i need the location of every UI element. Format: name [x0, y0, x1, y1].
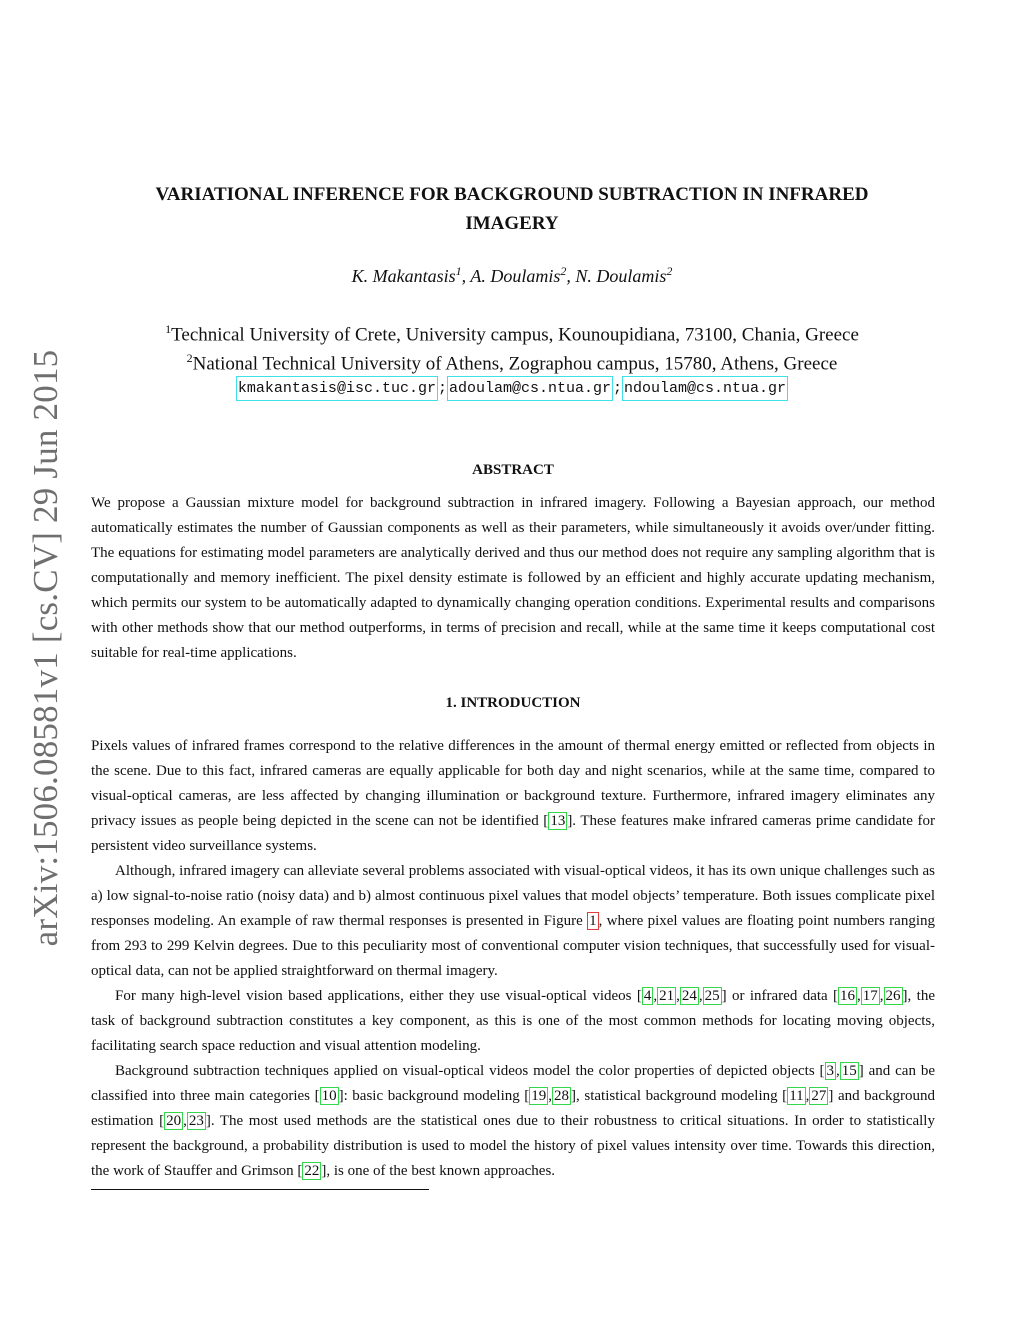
citation-link[interactable]: 10	[321, 1088, 337, 1104]
paper-title: VARIATIONAL INFERENCE FOR BACKGROUND SUBTRACTION IN INFRARED IMAGERY	[155, 184, 869, 234]
author-list: K. Makantasis$^1$, A. Doulamis$^2$, N. Doulamis$^2$	[351, 264, 673, 286]
arxiv-identifier: arXiv:1506.08581v1 [cs.CV] 29 Jun 2015	[26, 349, 65, 947]
author-superscript: 1	[455, 264, 462, 278]
paragraph-text: ]. The most used methods are the statistical ones due to their robustness to critical situations. In order to statistically represent the background, a probability distribution is used to model the history of pixel values intensity over time. Towards this direction, the work of Stauffer and Grimson [	[91, 1113, 935, 1179]
footnote-divider	[91, 1189, 429, 1190]
citation-link[interactable]: 17	[862, 988, 878, 1004]
email-list: kmakantasis@isc.tuc.gr ; adoulam@cs.ntua.gr ; ndoulam@cs.ntua.gr	[120, 380, 904, 397]
citation-link[interactable]: 21	[659, 988, 675, 1004]
citation-link[interactable]: 19	[531, 1088, 547, 1104]
email-link[interactable]: kmakantasis@isc.tuc.gr	[236, 376, 438, 401]
citation-link[interactable]: 13	[550, 813, 566, 829]
paragraph-text: ], the task of background subtraction constitutes a key component, as this is one of the most common methods for locating moving objects, facilitating search space reduction and visual attention modeling.	[91, 988, 935, 1054]
citation-link[interactable]: 24	[681, 988, 697, 1004]
intro-paragraph	[91, 859, 935, 984]
citation-link[interactable]: 4	[643, 988, 652, 1004]
intro-paragraph: For many high-level vision based applications, either they use visual-optical videos [ 4 , 21 , 24 , 25 ] or infrared data [ 16 , 17 , 26 ], the task of background subtraction constitutes a key component, as this is one of the most common methods for locating moving objects, facilitating search space reduction and visual attention modeling.	[91, 988, 935, 1054]
paragraph-text: ] and background estimation [	[91, 1088, 935, 1129]
citation-link[interactable]: 27	[811, 1088, 827, 1104]
paragraph-text: ]. These features make infrared cameras prime candidate for persistent video surveillance systems.	[91, 813, 935, 854]
citation-link[interactable]: 15	[841, 1063, 857, 1079]
figure-link[interactable]: 1	[589, 913, 597, 929]
affiliation-superscript: 2	[186, 351, 193, 365]
paragraph-text: For many high-level vision based applications, either they use visual-optical videos [	[115, 988, 642, 1004]
affiliation-superscript: 1	[165, 322, 172, 336]
intro-paragraph	[91, 734, 935, 859]
author-name: K. Makantasis	[351, 266, 456, 286]
affiliation-text: National Technical University of Athens, Zographou campus, 15780, Athens, Greece	[192, 353, 838, 375]
paragraph-text: Pixels values of infrared frames correspond to the relative differences in the amount of thermal energy emitted or reflected from objects in the scene. Due to this fact, infrared cameras are equally applicable for both day and night scenarios, while at the same time, compared to visual-optical cameras, are less affected by changing illumination or background texture. Furthermore, infrared imagery eliminates any privacy issues as people being depicted in the scene can not be identified [	[91, 738, 935, 829]
paragraph-text: ], statistical background modeling [	[571, 1088, 788, 1104]
citation-link[interactable]: 16	[840, 988, 856, 1004]
abstract-text: We propose a Gaussian mixture model for background subtraction in infrared imagery. Following a Bayesian approach, our method automatically estimates the number of Gaussian components as well as their parameters, while simultaneously it avoids over/under fitting. The equations for estimating model parameters are analytically derived and thus our method does not require any sampling algorithm that is computationally and memory inefficient. The pixel density estimate is followed by an efficient and highly accurate updating mechanism, which permits our system to be automatically adapted to dynamically changing operation conditions. Experimental results and comparisons with other methods show that our method outperforms, in terms of precision and recall, while at the same time it keeps computational cost suitable for real-time applications.	[91, 495, 935, 661]
paragraph-text: ] and can be classified into three main categories [	[91, 1063, 935, 1104]
intro-paragraph: Background subtraction techniques applied on visual-optical videos model the color properties of depicted objects [ 3 , 15 ] and can be classified into three main categories [ 10 ]: basic background modeling [ 19 , 28 ], statistical background modeling [ 11 , 27 ] and background estimation [ 20 , 23 ]. The most used methods are the statistical ones due to their robustness to critical situations. In order to statistically represent the background, a probability distribution is used to model the history of pixel values intensity over time. Towards this direction, the work of Stauffer and Grimson [ 22 ], is one of the best known approaches.	[91, 1063, 935, 1179]
affiliation-1	[120, 322, 904, 346]
paragraph-text: Background subtraction techniques applied on visual-optical videos model the color properties of depicted objects [	[115, 1063, 825, 1079]
section-heading-introduction: 1. INTRODUCTION	[445, 695, 581, 711]
paragraph-text: ] or infrared data [	[721, 988, 839, 1004]
citation-link[interactable]: 22	[304, 1163, 320, 1179]
affiliation-text: Technical University of Crete, University campus, Kounoupidiana, 73100, Chania, Greece	[171, 324, 859, 346]
citation-link[interactable]: 25	[704, 988, 720, 1004]
paragraph-text: , where pixel values are floating point numbers ranging from 293 to 299 Kelvin degrees. Due to this peculiarity most of conventional computer vision techniques, that successfully used for visual-optical data, can not be applied straightforward on thermal imagery.	[91, 913, 935, 979]
citation-link[interactable]: 28	[554, 1088, 570, 1104]
author-name: N. Doulamis	[575, 266, 667, 286]
citation-link[interactable]: 20	[166, 1113, 182, 1129]
abstract-heading: ABSTRACT	[472, 462, 554, 478]
email-link[interactable]: ndoulam@cs.ntua.gr	[622, 376, 788, 401]
email-link[interactable]: adoulam@cs.ntua.gr	[447, 376, 613, 401]
author-superscript: 2	[666, 264, 673, 278]
affiliation-2	[120, 351, 904, 375]
citation-link[interactable]: 11	[789, 1088, 804, 1104]
citation-link[interactable]: 26	[885, 988, 901, 1004]
author-name: A. Doulamis	[470, 266, 561, 286]
citation-link[interactable]: 23	[188, 1113, 204, 1129]
paragraph-text: ]: basic background modeling [	[338, 1088, 530, 1104]
citation-link[interactable]: 3	[826, 1063, 835, 1079]
paragraph-text: ], is one of the best known approaches.	[321, 1163, 556, 1179]
paragraph-text: Although, infrared imagery can alleviate several problems associated with visual-optical videos, it has its own unique challenges such as a) low signal-to-noise ratio (noisy data) and b) almost continuous pixel values that model objects’ temperature. Both issues complicate pixel responses modeling. An example of raw thermal responses is presented in Figure	[91, 863, 935, 929]
author-superscript: 2	[560, 264, 567, 278]
